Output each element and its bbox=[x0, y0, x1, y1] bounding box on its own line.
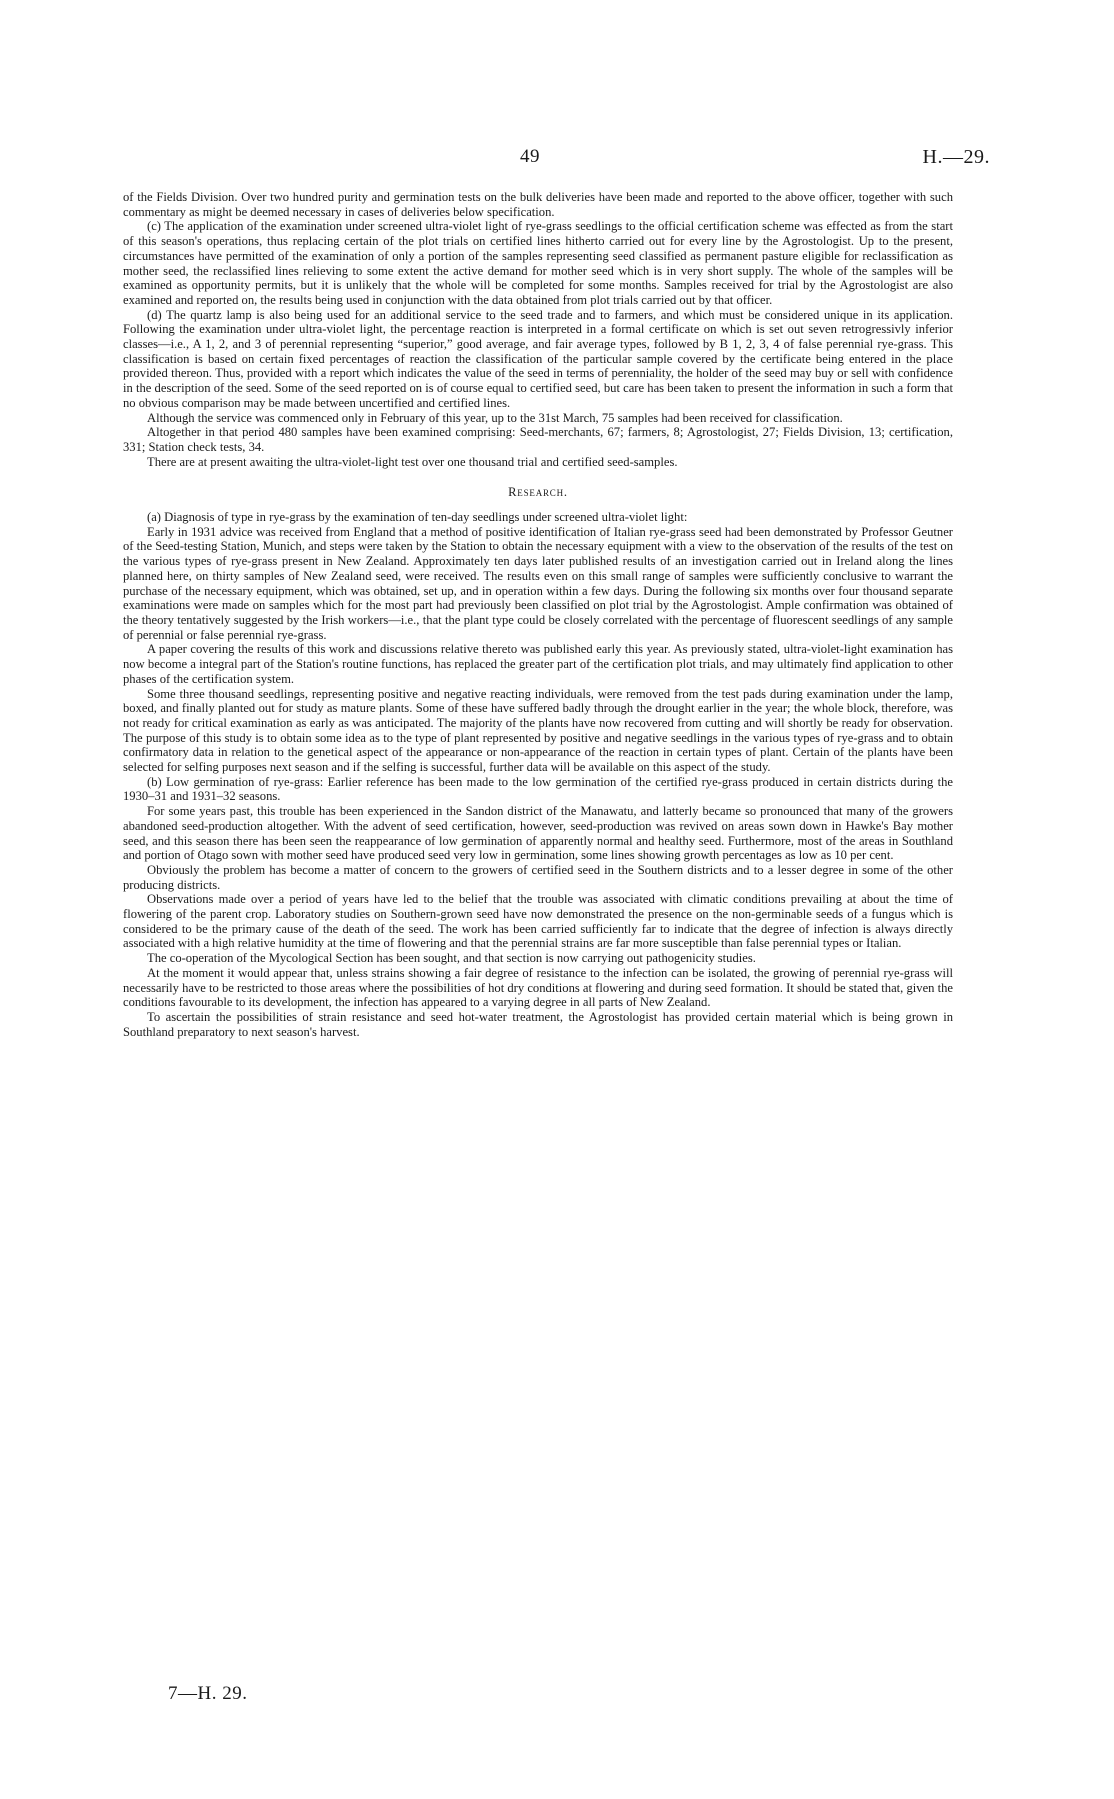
paragraph: There are at present awaiting the ultra-violet-light test over one thousand trial and certified seed-samples. bbox=[147, 454, 678, 469]
paragraph: (b) Low germination of rye-grass: Earlier reference has been made to the low germination of the certified rye-grass produced in certain districts during the 1930–31 and 1931–32 seasons. bbox=[123, 774, 953, 804]
paragraph: Some three thousand seedlings, representing positive and negative reacting individuals, were removed from the test pads during examination under the lamp, boxed, and finally planted out for study as mature plants. Some of these have suffered badly through the drought earlier in the year; the whole block, therefore, was not ready for critical examination as early as was anticipated. The majority of the plants have now recovered from cutting and will shortly be ready for observation. The purpose of this study is to obtain some idea as to the type of plant represented by positive and negative seedlings in the various types of rye-grass and to obtain confirmatory data in relation to the genetical aspect of the appearance or non-appearance of the reaction in certain types of plant. Certain of the plants have been selected for selfing purposes next season and if the selfing is successful, further data will be available on this aspect of the study. bbox=[123, 686, 953, 775]
paragraph: (a) Diagnosis of type in rye-grass by the examination of ten-day seedlings under screened ultra-violet light: bbox=[147, 510, 688, 525]
paragraph: of the Fields Division. Over two hundred purity and germination tests on the bulk deliveries have been made and reported to the above officer, together with such commentary as might be deemed necessary in cases of deliveries below specification. bbox=[123, 190, 953, 219]
paragraph: Early in 1931 advice was received from England that a method of positive identification of Italian rye-grass seed had been demonstrated by Professor Geutner of the Seed-testing Station, Munich, and steps were taken by the Station to obtain the necessary equipment with a view to the observation of the results of the test on the various types of rye-grass present in New Zealand. Approximately ten days later published results of an investigation carried out in Ireland along the lines planned here, on thirty samples of New Zealand seed, were received. The results even on this small range of samples were sufficiently conclusive to warrant the purchase of the necessary equipment, which was obtained, set up, and in operation within a few days. During the following six months over four thousand separate examinations were made on samples which for the most part had previously been classified on plot trial by the Agrostologist. Ample confirmation was obtained of the theory tentatively suggested by the Irish workers—i.e., that the plant type could be closely correlated with the percentage of fluorescent seedlings of any sample of perennial or false perennial rye-grass. bbox=[123, 524, 953, 642]
section-heading-research: Research. bbox=[508, 485, 568, 500]
footer-reference: 7—H. 29. bbox=[168, 1683, 248, 1704]
page-number: 49 bbox=[520, 146, 540, 167]
body-text bbox=[123, 190, 953, 1039]
paragraph: (d) The quartz lamp is also being used for an additional service to the seed trade and to farmers, and which must be considered unique in its application. Following the examination under ultra-violet light, the percentage reaction is interpreted in a formal certificate on which is set out seven retrogressivly inferior classes—i.e., A 1, 2, and 3 of perennial representing “superior,” good average, and fair average types, followed by B 1, 2, 3, 4 of false perennial rye-grass. This classification is based on certain fixed percentages of reaction the classification of the particular sample covered by the certificate being entered in the place provided thereon. Thus, provided with a report which indicates the value of the seed in terms of perenniality, the holder of the seed may buy or sell with confidence in the description of the seed. Some of the seed reported on is of course equal to certified seed, but care has been taken to present the information in such a form that no obvious comparison may be made between uncertified and certified lines. bbox=[123, 307, 953, 410]
paragraph: Although the service was commenced only in February of this year, up to the 31st March, 75 samples had been received for classification. bbox=[147, 410, 843, 425]
paragraph: (c) The application of the examination under screened ultra-violet light of rye-grass seedlings to the official certification scheme was effected as from the start of this season's operations, thus replacing certain of the plot trials on certified lines hitherto carried out for every line by the Agrostologist. Up to the present, circumstances have permitted of the examination of only a portion of the samples representing seed classified as permanent pasture eligible for reclassification as mother seed, the reclassified lines relieving to some extent the active demand for mother seed which is in very short supply. The whole of the samples will be examined as opportunity permits, but it is unlikely that the whole will be completed for some months. Samples received for trial by the Agrostologist are also examined and reported on, the results being used in conjunction with the data obtained from plot trials carried out by that officer. bbox=[123, 219, 953, 307]
paragraph: Observations made over a period of years have led to the belief that the trouble was associated with climatic conditions prevailing at about the time of flowering of the parent crop. Laboratory studies on Southern-grown seed have now demonstrated the presence on the non-germinable seeds of a fungus which is considered to be the primary cause of the death of the seed. The work has been carried sufficiently far to indicate that the degree of infection is always directly associated with a high relative humidity at the time of flowering and that the perennial strains are far more susceptible than false perennial types or Italian. bbox=[123, 892, 953, 951]
paragraph: At the moment it would appear that, unless strains showing a fair degree of resistance to the infection can be isolated, the growing of perennial rye-grass will necessarily have to be restricted to those areas where the possibilities of hot dry conditions at flowering and during seed formation. It should be stated that, given the conditions favourable to its development, the infection has appeared to a varying degree in all parts of New Zealand. bbox=[123, 965, 953, 1010]
document-reference: H.—29. bbox=[922, 146, 990, 168]
paragraph: A paper covering the results of this work and discussions relative thereto was published early this year. As previously stated, ultra-violet-light examination has now become a integral part of the Station's routine functions, has replaced the greater part of the certification plot trials, and may ultimately find application to other phases of the certification system. bbox=[123, 642, 953, 686]
paragraph: The co-operation of the Mycological Section has been sought, and that section is now carrying out pathogenicity studies. bbox=[147, 951, 756, 966]
paragraph: To ascertain the possibilities of strain resistance and seed hot-water treatment, the Agrostologist has provided certain material which is being grown in Southland preparatory to next season's harvest. bbox=[123, 1009, 953, 1039]
paragraph: Obviously the problem has become a matter of concern to the growers of certified seed in the Southern districts and to a lesser degree in some of the other producing districts. bbox=[123, 862, 953, 892]
paragraph: Altogether in that period 480 samples have been examined comprising: Seed-merchants, 67; farmers, 8; Agrostologist, 27; Fields Division, 13; certification, 331; Station check tests, 34. bbox=[123, 425, 953, 454]
paragraph: For some years past, this trouble has been experienced in the Sandon district of the Manawatu, and latterly became so pronounced that many of the growers abandoned seed-production altogether. With the advent of seed certification, however, seed-production was revived on areas sown down in Hawke's Bay mother seed, and this season there has been seen the reappearance of low germination of apparently normal and healthy seed. Furthermore, most of the areas in Southland and portion of Otago sown with mother seed have produced seed very low in germination, some lines showing growth percentages as low as 10 per cent. bbox=[123, 804, 953, 863]
